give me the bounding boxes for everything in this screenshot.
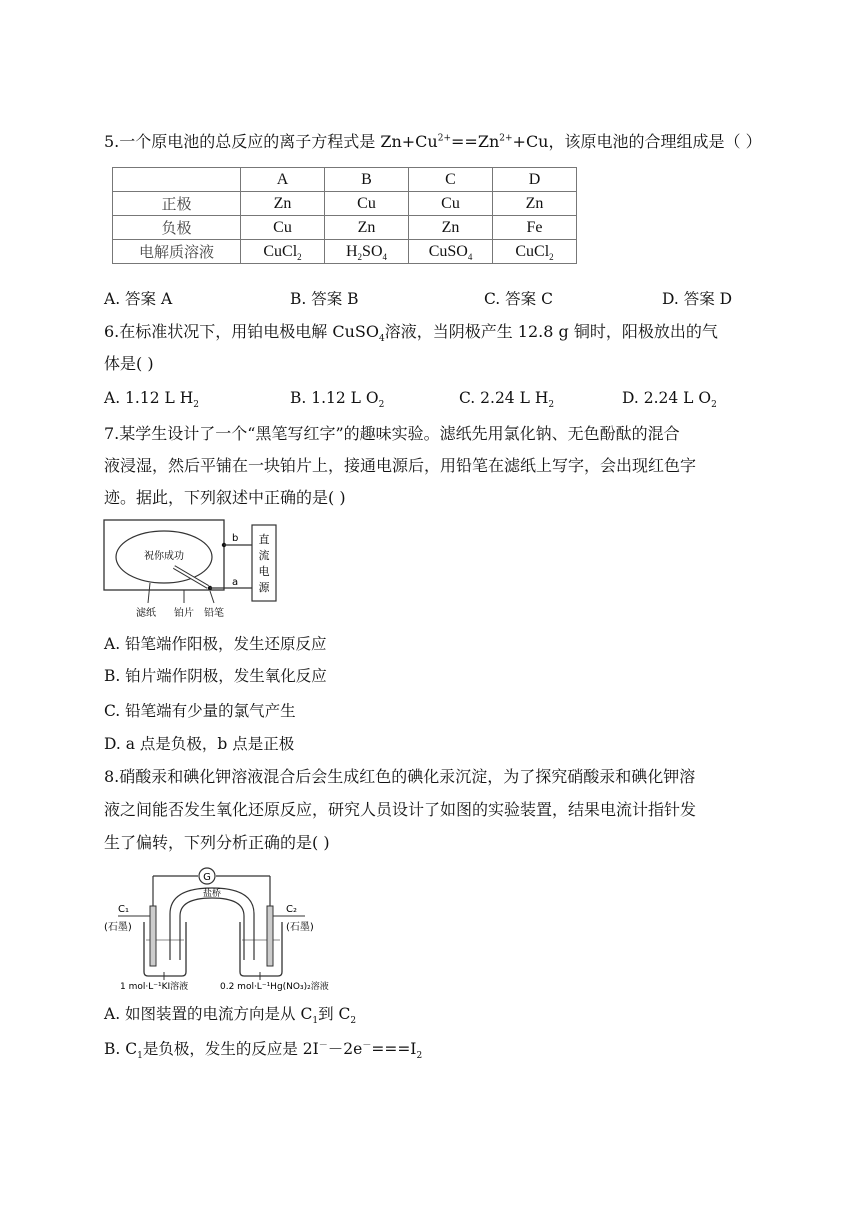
right-beaker (240, 922, 282, 976)
table-row: 电解质溶液 CuCl$_2$ $H_2SO_4$ CuSO$_4$ CuCl$_2$ (113, 240, 577, 264)
q5-table (112, 167, 577, 264)
svg-text:源: 源 (258, 581, 270, 594)
table-header-row (113, 168, 577, 192)
q7-option-c[interactable]: C. 铅笔端有少量的氯气产生 (104, 702, 296, 720)
q6-stem-line2: 体是( ) (104, 354, 154, 373)
platinum-label: 铂片 (174, 608, 194, 619)
header-d: D (493, 168, 577, 192)
row-label: 正极 (113, 192, 241, 216)
q6-option-b[interactable]: B. 1.12 L $O_2$ (290, 389, 385, 411)
q6-stem-line1: 6.在标准状况下，用铂电极电解 CuSO$_4$溶液，当阴极产生 12.8 g 铜时，阳极放出的气 (104, 322, 718, 345)
c2-note: (石墨) (286, 922, 314, 933)
point-b-label: b (232, 533, 239, 544)
q5-stem: 5.一个原电池的总反应的离子方程式是 $Zn+Cu^{2+}==Zn^{2+}+Cu$，该原电池的合理组成是（ ） (104, 132, 762, 151)
q8-option-a[interactable]: A. 如图装置的电流方向是从 $C_1$到 $C_2$ (104, 1005, 357, 1027)
q6-option-c[interactable]: C. 2.24 L $H_2$ (459, 389, 555, 411)
q8-stem-line1: 8.硝酸汞和碘化钾溶液混合后会生成红色的碘化汞沉淀，为了探究硝酸汞和碘化钾溶 (104, 767, 696, 786)
svg-text:直: 直 (258, 533, 270, 546)
q7-stem-line2: 液浸湿，然后平铺在一块铂片上，接通电源后，用铅笔在滤纸上写字，会出现红色字 (104, 456, 697, 475)
q8-stem-line2: 液之间能否发生氧化还原反应，研究人员设计了如图的实验装置，结果电流计指针发 (104, 800, 697, 819)
c1-label: C₁ (118, 904, 129, 915)
q7-stem-line1: 7.某学生设计了一个“黑笔写红字”的趣味实验。滤纸先用氯化钠、无色酚酞的混合 (104, 424, 680, 443)
filter-paper-label: 滤纸 (136, 608, 156, 619)
q7-figure (102, 515, 282, 624)
svg-text:电: 电 (258, 565, 270, 578)
q8-stem-line3: 生了偏转，下列分析正确的是( ) (104, 833, 330, 852)
right-solution-label: 0.2 mol·L⁻¹Hg(NO₃)₂溶液 (220, 982, 329, 992)
left-solution-label: 1 mol·L⁻¹KI溶液 (120, 982, 189, 992)
q5-option-a[interactable]: A. 答案 A (104, 290, 173, 308)
svg-text:G: G (203, 872, 211, 883)
table-row: 负极 Cu Zn Zn Fe (113, 216, 577, 240)
oval-text: 祝你成功 (144, 551, 184, 562)
q5-option-b[interactable]: B. 答案 B (290, 290, 359, 308)
table-row: 正极 Zn Cu Cu Zn (113, 192, 577, 216)
q6-option-a[interactable]: A. 1.12 L $H_2$ (104, 389, 199, 411)
c1-electrode (150, 906, 156, 966)
pencil-label: 铅笔 (204, 608, 224, 619)
q5-option-d[interactable]: D. 答案 D (662, 290, 733, 308)
q5-option-c[interactable]: C. 答案 C (484, 290, 553, 308)
q7-option-a[interactable]: A. 铅笔端作阳极，发生还原反应 (104, 635, 327, 653)
q7-option-b[interactable]: B. 铂片端作阴极，发生氧化反应 (104, 667, 327, 685)
salt-bridge-label: 盐桥 (202, 889, 222, 899)
q8-option-b[interactable]: B. $C_1$是负极，发生的反应是 $2I^--2e^-===I_2$ (104, 1040, 423, 1062)
q8-figure (100, 864, 360, 998)
point-a-label: a (232, 577, 239, 588)
row-label: 负极 (113, 216, 241, 240)
row-label: 电解质溶液 (113, 240, 241, 264)
c1-note: (石墨) (104, 922, 132, 933)
header-c: C (409, 168, 493, 192)
c2-label: C₂ (286, 904, 297, 915)
c2-electrode (267, 906, 273, 966)
q7-option-d[interactable]: D. a 点是负极，b 点是正极 (104, 735, 295, 753)
header-b: B (325, 168, 409, 192)
q6-option-d[interactable]: D. 2.24 L $O_2$ (622, 389, 717, 411)
svg-text:流: 流 (258, 549, 270, 562)
header-a: A (241, 168, 325, 192)
q7-stem-line3: 迹。据此，下列叙述中正确的是( ) (104, 488, 346, 507)
